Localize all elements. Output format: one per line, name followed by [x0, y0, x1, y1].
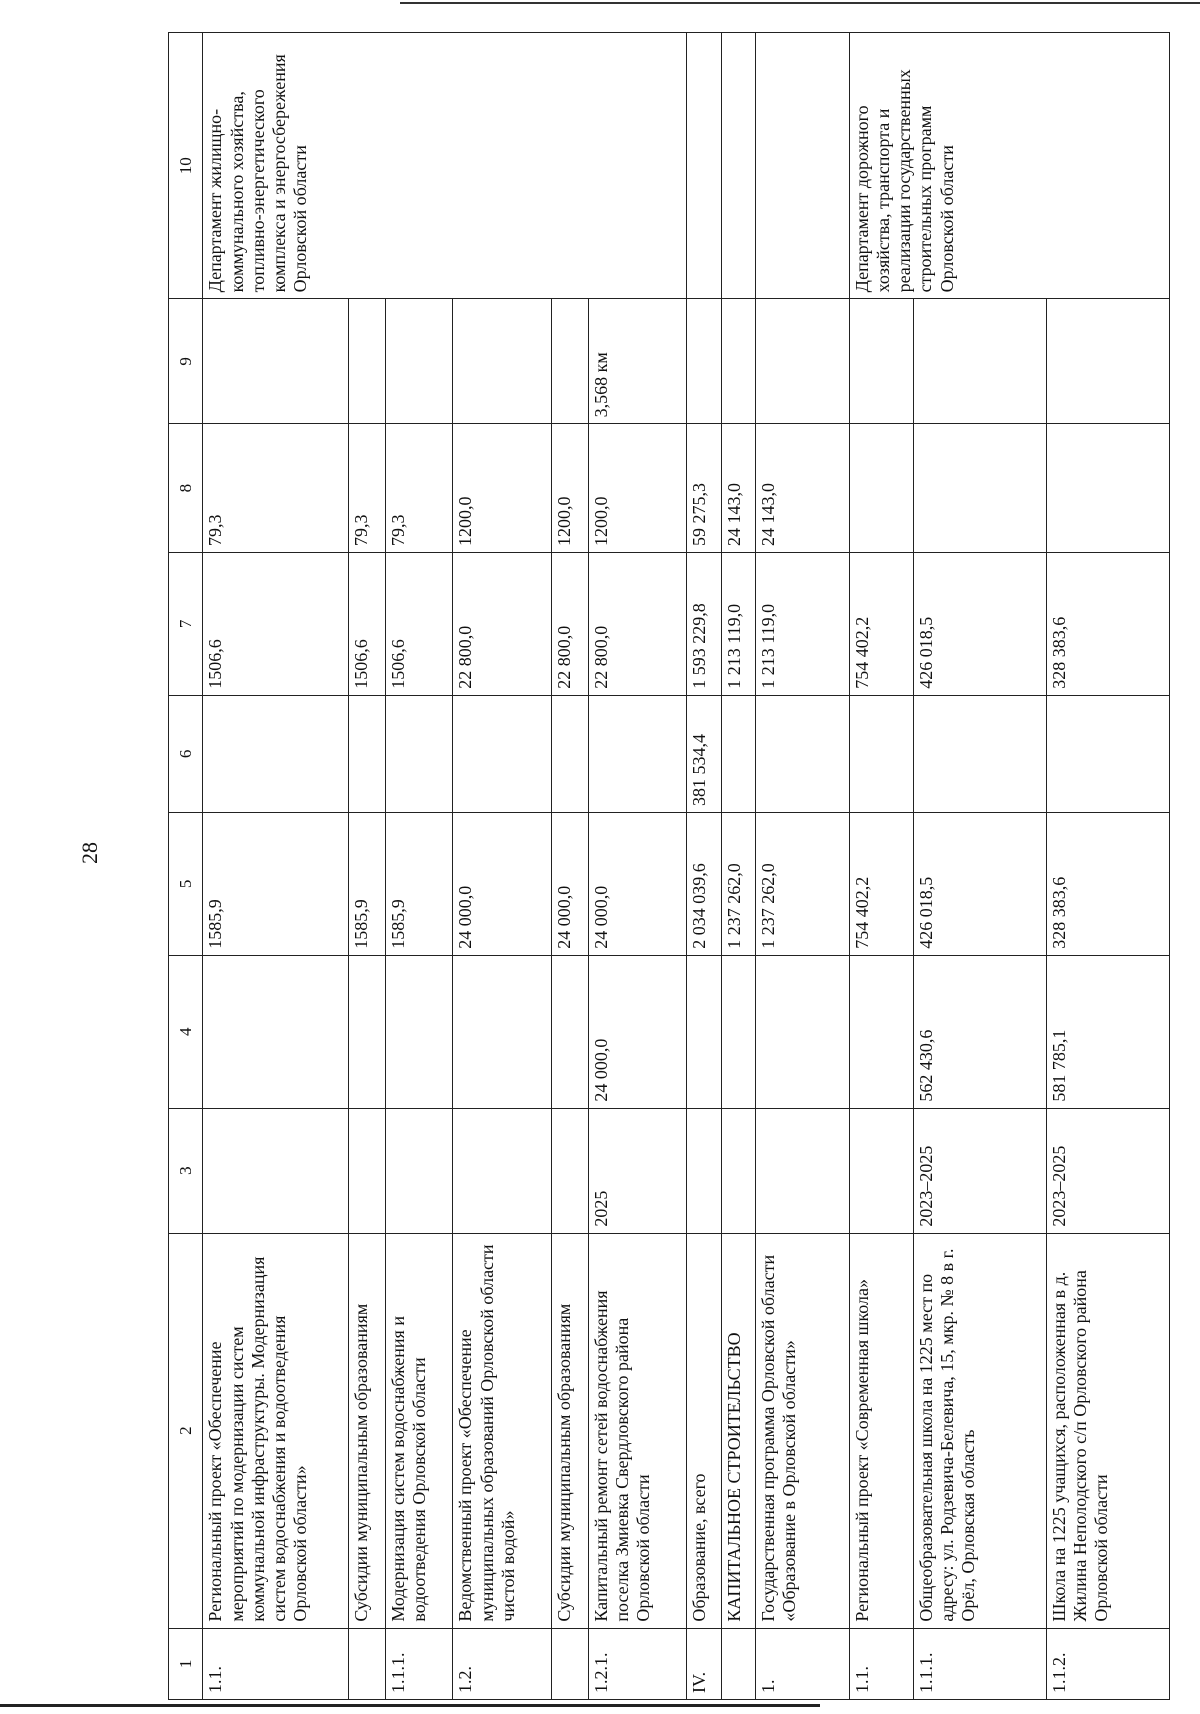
row-capacity	[453, 299, 551, 424]
scan-top-rule	[400, 2, 1200, 4]
row-total: 24 000,0	[453, 813, 551, 956]
row-estimated-cost	[721, 955, 755, 1108]
header-cell: 7	[169, 553, 203, 696]
row-title: Региональный проект «Обеспечение мероприятий по модернизации систем коммунальной инфраструктуры. Модернизация систем водоснабжения и водоотведения Орловской области»	[203, 1233, 348, 1628]
row-value-8: 24 143,0	[756, 424, 850, 553]
row-estimated-cost: 581 785,1	[1046, 955, 1169, 1108]
row-title: Субсидии муниципальным образованиям	[551, 1233, 588, 1628]
row-number: 1.1.2.	[1046, 1628, 1169, 1699]
row-capacity	[1046, 299, 1169, 424]
row-estimated-cost	[453, 955, 551, 1108]
row-number	[348, 1628, 385, 1699]
row-value-6	[203, 695, 348, 812]
row-capacity	[913, 299, 1046, 424]
row-value-6: 381 534,4	[687, 695, 721, 812]
table-row	[687, 33, 721, 1700]
header-cell: 2	[169, 1233, 203, 1628]
header-cell: 6	[169, 695, 203, 812]
row-value-6	[348, 695, 385, 812]
row-value-6	[849, 695, 913, 812]
row-value-6	[1046, 695, 1169, 812]
row-department	[721, 33, 755, 299]
row-value-8: 79,3	[203, 424, 348, 553]
row-total: 24 000,0	[588, 813, 686, 956]
row-total: 1585,9	[348, 813, 385, 956]
header-cell: 10	[169, 33, 203, 299]
row-value-7: 1 593 229,8	[687, 553, 721, 696]
table-header-row	[169, 33, 203, 1700]
row-estimated-cost	[687, 955, 721, 1108]
row-title: Субсидии муниципальным образованиям	[348, 1233, 385, 1628]
row-capacity	[756, 299, 850, 424]
row-total: 754 402,2	[849, 813, 913, 956]
row-value-6	[913, 695, 1046, 812]
row-estimated-cost	[385, 955, 453, 1108]
row-period	[687, 1108, 721, 1233]
row-estimated-cost	[756, 955, 850, 1108]
row-title: Ведомственный проект «Обеспечение муниципальных образований Орловской области чистой водой»	[453, 1233, 551, 1628]
scan-bottom-rule	[0, 1704, 820, 1707]
capital-investment-table	[168, 32, 1170, 1700]
table-row	[203, 33, 348, 1700]
row-period: 2025	[588, 1108, 686, 1233]
row-estimated-cost: 24 000,0	[588, 955, 686, 1108]
row-value-7: 426 018,5	[913, 553, 1046, 696]
row-value-6	[756, 695, 850, 812]
row-number	[551, 1628, 588, 1699]
row-value-6	[721, 695, 755, 812]
row-title: Модернизация систем водоснабжения и водоотведения Орловской области	[385, 1233, 453, 1628]
header-cell: 8	[169, 424, 203, 553]
row-number: 1.2.	[453, 1628, 551, 1699]
row-total: 426 018,5	[913, 813, 1046, 956]
row-department	[687, 33, 721, 299]
row-department	[756, 33, 850, 299]
table-row	[721, 33, 755, 1700]
row-title: Государственная программа Орловской области «Образование в Орловской области»	[756, 1233, 850, 1628]
row-period: 2023–2025	[1046, 1108, 1169, 1233]
row-value-7: 22 800,0	[453, 553, 551, 696]
row-period	[203, 1108, 348, 1233]
row-title: Региональный проект «Современная школа»	[849, 1233, 913, 1628]
row-total: 24 000,0	[551, 813, 588, 956]
row-capacity	[385, 299, 453, 424]
row-period	[551, 1108, 588, 1233]
row-estimated-cost: 562 430,6	[913, 955, 1046, 1108]
rotated-page-content	[168, 32, 1170, 1700]
responsible-department: Департамент дорожного хозяйства, транспорта и реализации государственных строительных программ Орловской области	[849, 33, 1169, 299]
row-value-7: 1 213 119,0	[756, 553, 850, 696]
row-number: IV.	[687, 1628, 721, 1699]
header-cell: 4	[169, 955, 203, 1108]
row-value-7: 328 383,6	[1046, 553, 1169, 696]
row-capacity	[687, 299, 721, 424]
row-value-6	[385, 695, 453, 812]
row-period	[849, 1108, 913, 1233]
row-period: 2023–2025	[913, 1108, 1046, 1233]
row-total: 328 383,6	[1046, 813, 1169, 956]
row-total: 1585,9	[385, 813, 453, 956]
row-period	[721, 1108, 755, 1233]
row-value-6	[453, 695, 551, 812]
row-title: КАПИТАЛЬНОЕ СТРОИТЕЛЬСТВО	[721, 1233, 755, 1628]
page-number: 28	[77, 842, 102, 864]
table-row	[849, 33, 913, 1700]
row-value-7: 1506,6	[348, 553, 385, 696]
row-value-6	[551, 695, 588, 812]
row-title: Школа на 1225 учащихся, расположенная в д. Жилина Неполодского с/п Орловского района Орловской области	[1046, 1233, 1169, 1628]
row-total: 1585,9	[203, 813, 348, 956]
row-estimated-cost	[849, 955, 913, 1108]
row-estimated-cost	[348, 955, 385, 1108]
row-number: 1.2.1.	[588, 1628, 686, 1699]
header-cell: 3	[169, 1108, 203, 1233]
row-number	[721, 1628, 755, 1699]
row-value-8: 59 275,3	[687, 424, 721, 553]
row-period	[348, 1108, 385, 1233]
row-capacity	[348, 299, 385, 424]
row-capacity	[721, 299, 755, 424]
row-value-7: 22 800,0	[551, 553, 588, 696]
header-cell: 9	[169, 299, 203, 424]
row-value-8: 79,3	[348, 424, 385, 553]
row-capacity	[849, 299, 913, 424]
row-value-7: 1506,6	[203, 553, 348, 696]
row-total: 1 237 262,0	[721, 813, 755, 956]
row-number: 1.1.1.	[385, 1628, 453, 1699]
row-capacity	[203, 299, 348, 424]
row-estimated-cost	[551, 955, 588, 1108]
row-period	[385, 1108, 453, 1233]
row-number: 1.1.	[849, 1628, 913, 1699]
responsible-department: Департамент жилищно-коммунального хозяйства, топливно-энергетического комплекса и энергосбережения Орловской области	[203, 33, 687, 299]
row-value-8	[849, 424, 913, 553]
row-title: Образование, всего	[687, 1233, 721, 1628]
row-period	[756, 1108, 850, 1233]
row-value-8: 1200,0	[588, 424, 686, 553]
row-value-7: 754 402,2	[849, 553, 913, 696]
row-number: 1.1.1.	[913, 1628, 1046, 1699]
row-capacity: 3,568 км	[588, 299, 686, 424]
row-value-8: 1200,0	[453, 424, 551, 553]
row-number: 1.	[756, 1628, 850, 1699]
row-number: 1.1.	[203, 1628, 348, 1699]
row-value-8	[913, 424, 1046, 553]
row-value-8: 1200,0	[551, 424, 588, 553]
row-capacity	[551, 299, 588, 424]
row-estimated-cost	[203, 955, 348, 1108]
row-value-7: 22 800,0	[588, 553, 686, 696]
row-total: 1 237 262,0	[756, 813, 850, 956]
row-period	[453, 1108, 551, 1233]
row-total: 2 034 039,6	[687, 813, 721, 956]
row-title: Общеобразовательная школа на 1225 мест по адресу: ул. Родзевича-Белевича, 15, мкр. № 8 в г. Орёл, Орловская область	[913, 1233, 1046, 1628]
row-value-8	[1046, 424, 1169, 553]
row-value-8: 79,3	[385, 424, 453, 553]
row-title: Капитальный ремонт сетей водоснабжения поселка Змиевка Свердловского района Орловской области	[588, 1233, 686, 1628]
table-row	[756, 33, 850, 1700]
row-value-6	[588, 695, 686, 812]
row-value-7: 1 213 119,0	[721, 553, 755, 696]
header-cell: 5	[169, 813, 203, 956]
row-value-7: 1506,6	[385, 553, 453, 696]
row-value-8: 24 143,0	[721, 424, 755, 553]
header-cell: 1	[169, 1628, 203, 1699]
